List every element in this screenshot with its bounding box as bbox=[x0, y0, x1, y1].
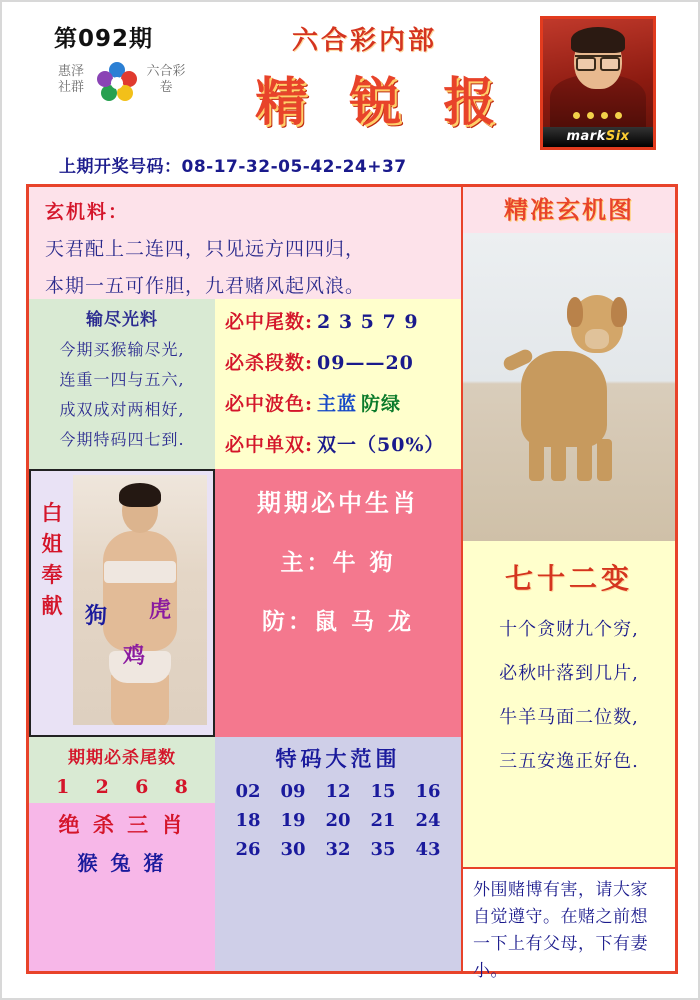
dog-ear bbox=[611, 297, 627, 327]
range-number: 21 bbox=[370, 810, 396, 831]
zodiac-pick-title: 期期必中生肖 bbox=[257, 488, 419, 517]
kill-tail-number: 1 bbox=[56, 776, 70, 798]
poster-header bbox=[2, 2, 698, 177]
range-number: 24 bbox=[415, 810, 441, 831]
page-title: 精 锐 报 bbox=[255, 72, 508, 133]
dog-leg bbox=[597, 439, 612, 481]
range-number: 32 bbox=[325, 839, 351, 860]
pick-label: 必杀段数: bbox=[225, 352, 314, 374]
mid-section bbox=[29, 299, 461, 469]
range-number: 43 bbox=[415, 839, 441, 860]
pick-value-green: 防绿 bbox=[361, 393, 402, 415]
pick-value: 2 3 5 7 9 bbox=[317, 311, 419, 333]
right-column bbox=[461, 187, 675, 981]
oracle-verse-line: 三五安逸正好色. bbox=[499, 751, 639, 772]
kill-three-animals: 猴 兔 猪 bbox=[77, 851, 167, 875]
pick-odd-even bbox=[225, 430, 461, 457]
pick-label: 必中尾数: bbox=[225, 311, 314, 333]
dog-snout bbox=[585, 329, 609, 349]
dog-body bbox=[521, 351, 607, 447]
pick-kill-range bbox=[225, 348, 461, 375]
oracle-poem-title: 玄机料： bbox=[45, 201, 130, 223]
medal-dot bbox=[587, 112, 594, 119]
logo-left-text: 惠泽社群 bbox=[57, 64, 84, 95]
range-number: 15 bbox=[370, 781, 396, 802]
photo-torso bbox=[103, 531, 177, 651]
exhaust-light-box bbox=[29, 299, 215, 469]
oracle-verse-box bbox=[463, 541, 675, 867]
flower-icon bbox=[94, 60, 140, 106]
zodiac-pick-box bbox=[215, 469, 461, 737]
zodiac-main-label: 主： bbox=[280, 549, 333, 576]
zodiac-defend-row bbox=[215, 603, 461, 636]
exhaust-light-title: 输尽光料 bbox=[86, 310, 158, 330]
warning-box bbox=[463, 867, 675, 981]
bottom-left-column bbox=[29, 737, 215, 971]
dog-leg bbox=[529, 439, 544, 481]
dog-photo bbox=[463, 233, 675, 541]
number-range-box bbox=[215, 737, 461, 971]
number-range-row bbox=[229, 781, 447, 802]
range-number: 18 bbox=[235, 810, 261, 831]
pick-label: 必中单双: bbox=[225, 434, 314, 456]
number-range-title: 特码大范围 bbox=[275, 746, 401, 771]
zodiac-main-row bbox=[215, 544, 461, 577]
medal-dot bbox=[601, 112, 608, 119]
portrait-photo bbox=[540, 16, 656, 150]
pick-value: 09——20 bbox=[317, 352, 414, 374]
zodiac-defend-label: 防： bbox=[261, 608, 314, 635]
medal-dot bbox=[615, 112, 622, 119]
bottom-section bbox=[29, 737, 461, 971]
logo-right-text: 六合彩卷 bbox=[146, 64, 186, 95]
photo-hair bbox=[119, 483, 161, 507]
kill-three-title: 绝 杀 三 肖 bbox=[58, 812, 186, 837]
dog-leg bbox=[577, 439, 592, 481]
range-number: 19 bbox=[280, 810, 306, 831]
previous-draw-numbers: 上期开奖号码：08-17-32-05-42-24+37 bbox=[59, 157, 407, 177]
range-number: 26 bbox=[235, 839, 261, 860]
range-number: 12 bbox=[325, 781, 351, 802]
pick-value: 双一（50%） bbox=[317, 434, 445, 456]
kill-tail-number: 6 bbox=[135, 776, 149, 798]
white-lady-box bbox=[29, 469, 215, 737]
oracle-verse-line: 必秋叶落到几片, bbox=[499, 663, 639, 684]
header-subtitle: 六合彩内部 bbox=[292, 26, 438, 56]
oracle-poem-line-2: 本期一五可作胆，九君赌风起风浪。 bbox=[45, 275, 366, 297]
oracle-poem-box bbox=[29, 187, 461, 299]
range-number: 09 bbox=[280, 781, 306, 802]
exhaust-light-line: 今期买猴输尽光, bbox=[59, 340, 185, 359]
picks-box bbox=[215, 299, 461, 469]
warning-text: 外围赌博有害，请大家自觉遵守。在赌之前想一下上有父母，下有妻小。 bbox=[473, 880, 648, 981]
glasses-icon bbox=[575, 55, 621, 68]
kill-tail-numbers bbox=[29, 776, 215, 798]
exhaust-light-line: 今期特码四七到. bbox=[59, 430, 185, 449]
dog-ear bbox=[567, 297, 583, 327]
photo-top bbox=[104, 561, 176, 583]
medal-dot bbox=[573, 112, 580, 119]
pick-label: 必中波色: bbox=[225, 393, 314, 415]
content-frame bbox=[26, 184, 678, 981]
oracle-chart-title: 精准玄机图 bbox=[463, 187, 675, 233]
kill-tail-box bbox=[29, 737, 215, 803]
left-column bbox=[29, 187, 461, 971]
oracle-verse-title: 七十二变 bbox=[504, 562, 633, 595]
zodiac-main-value: 牛 狗 bbox=[332, 549, 396, 576]
range-number: 02 bbox=[235, 781, 261, 802]
lower-section bbox=[29, 469, 461, 737]
pick-value-blue: 主蓝 bbox=[317, 393, 358, 415]
number-range-row bbox=[229, 810, 447, 831]
oracle-verse-line: 十个贪财九个穷, bbox=[499, 619, 639, 640]
portrait-hair bbox=[571, 27, 625, 53]
marksix-badge: markSix bbox=[543, 127, 653, 147]
dog-leg bbox=[551, 439, 566, 481]
site-logo bbox=[54, 58, 239, 118]
number-range-grid bbox=[215, 781, 461, 860]
zodiac-defend-value: 鼠 马 龙 bbox=[313, 608, 414, 635]
kill-tail-number: 8 bbox=[174, 776, 188, 798]
range-number: 16 bbox=[415, 781, 441, 802]
range-number: 35 bbox=[370, 839, 396, 860]
kill-three-zodiac-box bbox=[29, 803, 215, 971]
white-lady-zodiac-1: 狗 bbox=[85, 603, 108, 629]
pick-wave-color bbox=[225, 389, 461, 416]
oracle-poem-line-1: 天君配上二连四，只见远方四四归， bbox=[45, 238, 366, 260]
range-number: 30 bbox=[280, 839, 306, 860]
number-range-row bbox=[229, 839, 447, 860]
exhaust-light-line: 成双成对两相好, bbox=[59, 400, 185, 419]
white-lady-zodiac-2: 虎 bbox=[149, 597, 172, 623]
issue-number: 第092期 bbox=[54, 26, 154, 52]
pick-tail-numbers bbox=[225, 307, 461, 334]
kill-tail-number: 2 bbox=[95, 776, 109, 798]
oracle-verse-line: 牛羊马面二位数, bbox=[499, 707, 639, 728]
white-lady-zodiac-3: 鸡 bbox=[123, 643, 146, 669]
kill-tail-title: 期期必杀尾数 bbox=[68, 748, 176, 768]
range-number: 20 bbox=[325, 810, 351, 831]
exhaust-light-line: 连重一四与五六, bbox=[59, 370, 185, 389]
white-lady-label: 白姐奉献 bbox=[41, 500, 63, 618]
